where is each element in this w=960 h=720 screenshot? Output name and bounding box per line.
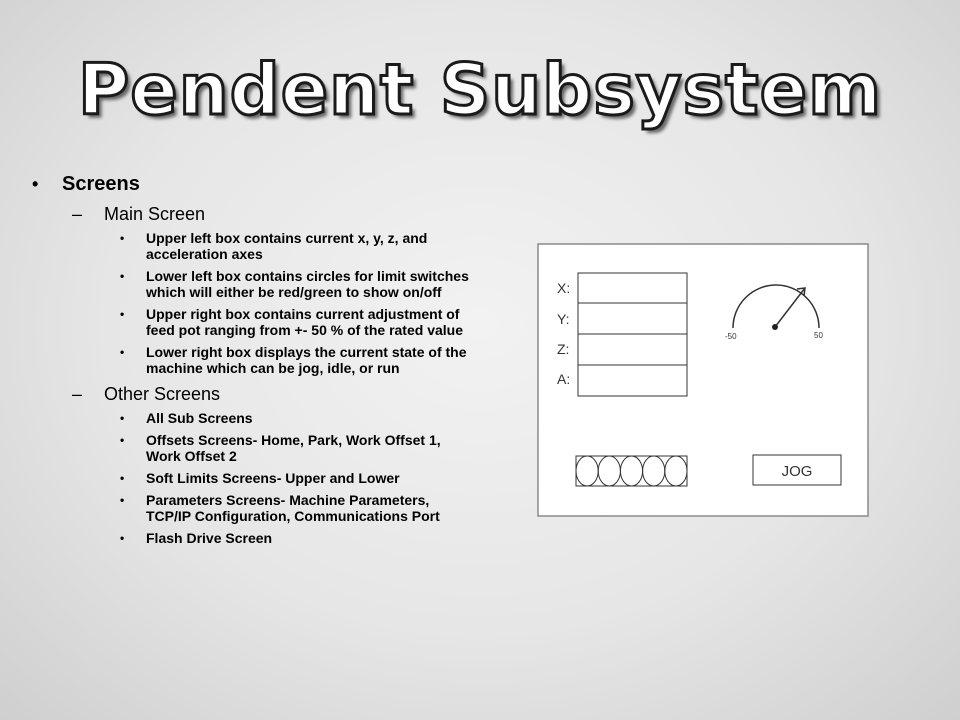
gauge-max-label: 50 — [814, 331, 823, 340]
list-item-text: Lower right box displays the current state of the machine which can be jog, idle, or run — [146, 344, 467, 376]
mockup-svg — [537, 243, 869, 517]
axis-label-y: Y: — [557, 311, 570, 327]
list-item-text: Upper left box contains current x, y, z, and acceleration axes — [146, 230, 428, 262]
main-screen-label: Main Screen — [104, 204, 206, 224]
list-item — [30, 268, 470, 300]
bullet-dot-icon: • — [120, 231, 125, 245]
bullet-screens — [30, 170, 470, 198]
list-item-text: Flash Drive Screen — [146, 530, 273, 546]
list-item-text: Soft Limits Screens- Upper and Lower — [146, 470, 400, 486]
axis-value-box-x — [578, 273, 687, 303]
list-item-text: Offsets Screens- Home, Park, Work Offset 1, Work Offset 2 — [146, 432, 441, 464]
list-item — [30, 432, 470, 464]
list-item — [30, 470, 470, 486]
limit-switch-box — [576, 456, 687, 486]
dash-icon: – — [72, 204, 83, 224]
list-item — [30, 492, 470, 524]
axis-value-box-z — [578, 334, 687, 365]
axis-value-box-a — [578, 365, 687, 396]
axis-label-z: Z: — [557, 341, 570, 357]
other-screens-label: Other Screens — [104, 384, 221, 404]
machine-state-label: JOG — [781, 463, 813, 480]
bullet-dot-icon: • — [120, 269, 125, 283]
axis-label-a: A: — [557, 371, 571, 387]
gauge-pivot — [772, 324, 778, 330]
slide-title: Pendent Subsystem — [77, 49, 883, 131]
list-item-text: All Sub Screens — [146, 410, 253, 426]
bullet-dot-icon: • — [120, 345, 125, 359]
bullet-dot-icon: • — [120, 471, 125, 485]
bullet-other-screens — [30, 382, 470, 406]
bullet-dot-icon: • — [120, 307, 125, 321]
list-item — [30, 344, 470, 376]
bullet-dot-icon: • — [32, 174, 39, 194]
list-item-text: Parameters Screens- Machine Parameters, TCP/IP Configuration, Communications Port — [146, 492, 440, 524]
pendant-screen-mockup — [537, 243, 869, 517]
axis-value-box-y — [578, 303, 687, 334]
bullet-dot-icon: • — [120, 531, 125, 545]
list-item-text: Upper right box contains current adjustment of feed pot ranging from +- 50 % of the rated value — [146, 306, 463, 338]
bullet-dot-icon: • — [120, 433, 125, 447]
bullet-list — [30, 170, 470, 552]
list-item — [30, 306, 470, 338]
bullet-dot-icon: • — [120, 411, 125, 425]
axis-label-x: X: — [557, 280, 571, 296]
bullet-main-screen — [30, 202, 470, 226]
gauge-min-label: -50 — [725, 332, 737, 341]
screens-label: Screens — [62, 173, 140, 195]
list-item — [30, 530, 470, 546]
bullet-dot-icon: • — [120, 493, 125, 507]
dash-icon: – — [72, 384, 83, 404]
list-item-text: Lower left box contains circles for limit switches which will either be red/green to show on/off — [146, 268, 469, 300]
list-item — [30, 410, 470, 426]
list-item — [30, 230, 470, 262]
